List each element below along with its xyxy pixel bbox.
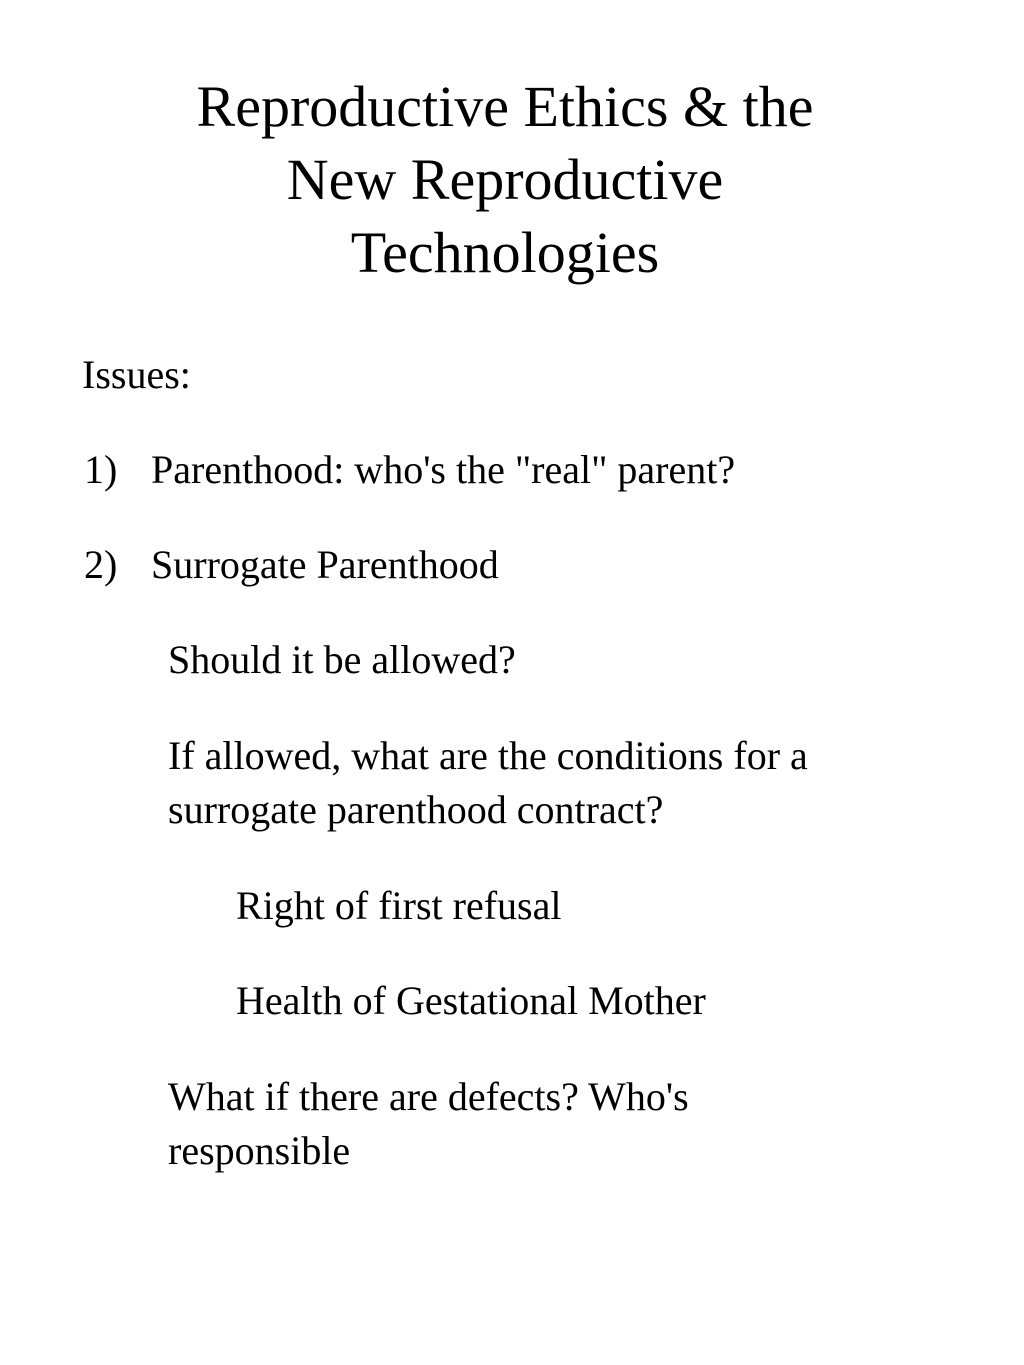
slide-title	[0, 70, 1010, 289]
item-number: 2)	[84, 542, 118, 587]
item-text: Parenthood: who's the "real" parent?	[151, 447, 736, 492]
item-text: Surrogate Parenthood	[151, 542, 499, 587]
issues-heading: Issues:	[82, 352, 191, 397]
title-line: Technologies	[350, 220, 660, 285]
title-line: New Reproductive	[286, 147, 724, 212]
condition-item: Right of first refusal	[236, 883, 562, 928]
condition-item: Health of Gestational Mother	[236, 978, 706, 1023]
defects-question: What if there are defects? Who's	[168, 1074, 689, 1119]
title-line: Reproductive Ethics & the	[196, 74, 814, 139]
defects-question: responsible	[168, 1128, 351, 1173]
item-number: 1)	[84, 447, 118, 492]
sub-point: If allowed, what are the conditions for a	[168, 733, 808, 778]
sub-point: surrogate parenthood contract?	[168, 787, 664, 832]
sub-point: Should it be allowed?	[168, 637, 516, 682]
